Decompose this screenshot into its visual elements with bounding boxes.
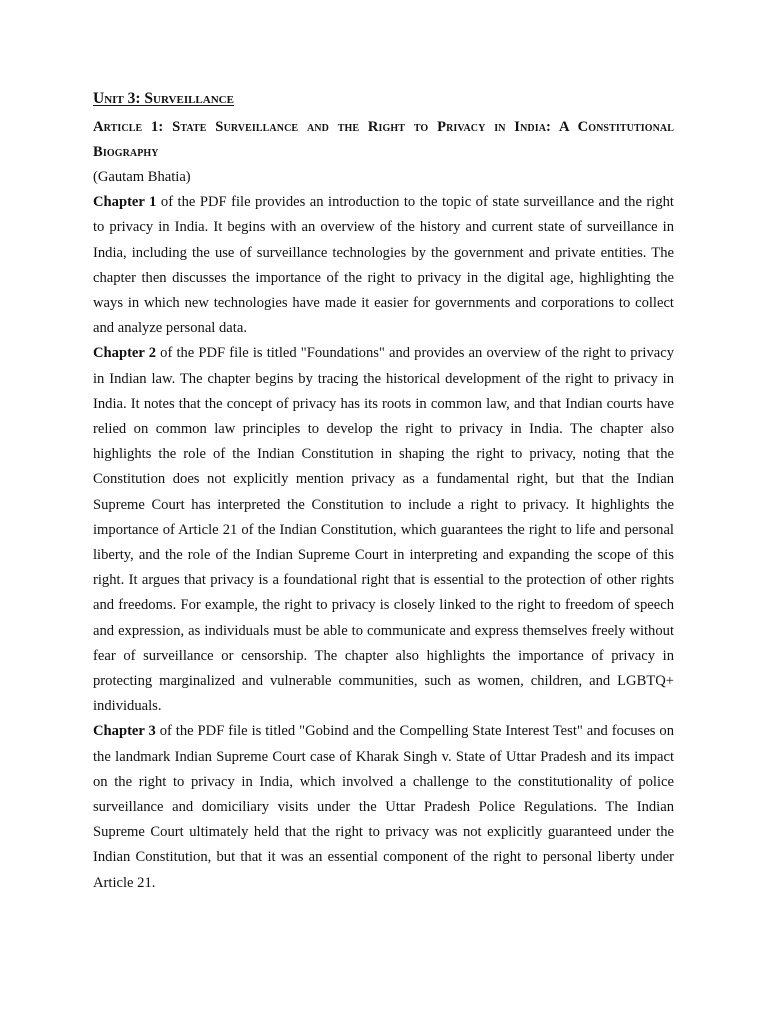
document-body [93,86,674,896]
chapter-label: Chapter 2 [93,345,157,362]
chapter-text: of the PDF file is titled "Foundations" and provides an overview of the right to privacy in Indian law. The chapter begins by tracing the historical development of the right to privacy in India. It notes that the concept of privacy has its roots in common law, and that Indian courts have relied on common law principles to develop the right to privacy in India. The chapter also highlights the role of the Indian Constitution in shaping the right to privacy, noting that the Constitution does not explicitly mention privacy as a fundamental right, but that the Indian Supreme Court has interpreted the Constitution to include a right to privacy. It highlights the importance of Article 21 of the Indian Constitution, which guarantees the right to life and personal liberty, and the role of the Indian Supreme Court in interpreting and expanding the scope of this right. It argues that privacy is a foundational right that is essential to the protection of other rights and freedoms. For example, the right to privacy is closely linked to the right to freedom of speech and expression, as individuals must be able to communicate and express themselves freely without fear of surveillance or censorship. The chapter also highlights the importance of privacy in protecting marginalized and vulnerable communities, such as women, children, and LGBTQ+ individuals. [93,345,674,715]
unit-title: Unit 3: Surveillance [93,90,234,107]
chapter-paragraph [93,341,674,719]
chapter-text: of the PDF file provides an introduction to the topic of state surveillance and the right to privacy in India. It begins with an overview of the history and current state of surveillance in India, including the use of surveillance technologies by the government and private entities. The chapter then discusses the importance of the right to privacy in the digital age, highlighting the ways in which new technologies have made it easier for governments and corporations to collect and analyze personal data. [93,194,674,337]
author-line: (Gautam Bhatia) [93,169,191,185]
chapter-label: Chapter 3 [93,723,156,740]
chapter-paragraph [93,190,674,341]
chapter-paragraph [93,719,674,895]
chapter-label: Chapter 1 [93,194,157,211]
article-title: Article 1: State Surveillance and the Right to Privacy in India: A Constitutional Biography [93,119,674,160]
chapter-text: of the PDF file is titled "Gobind and the Compelling State Interest Test" and focuses on the landmark Indian Supreme Court case of Kharak Singh v. State of Uttar Pradesh and its impact on the right to privacy in India, which involved a challenge to the constitutionality of police surveillance and domiciliary visits under the Uttar Pradesh Police Regulations. The Indian Supreme Court ultimately held that the right to privacy was not explicitly guaranteed under the Indian Constitution, but that it was an essential component of the right to personal liberty under Article 21. [93,723,674,891]
